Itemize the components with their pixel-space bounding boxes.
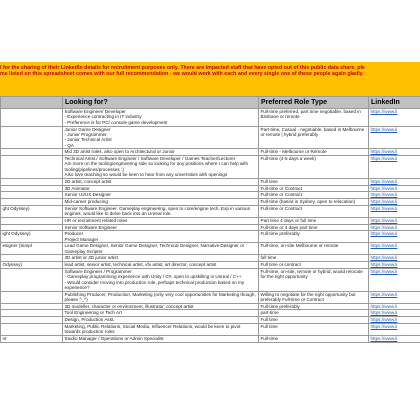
- table-row: [1, 310, 420, 317]
- table-row: [1, 192, 420, 199]
- preferred-role-cell: Full-time or Contract: [259, 185, 369, 192]
- looking-for-cell: Marketing, Public Relations, Social Media, Influencer Relations, would be keen to pivot towards production roles: [63, 323, 259, 335]
- linkedin-link[interactable]: https://www.li: [369, 185, 420, 192]
- looking-for-cell: Mid-career producing: [63, 199, 259, 206]
- linkedin-link[interactable]: https://www.li: [369, 178, 420, 185]
- preferred-role-cell: Full-time, on-site Melbourne or remote: [259, 243, 369, 255]
- linkedin-link[interactable]: https://www.li: [369, 335, 420, 342]
- preferred-role-cell: Full-time (based in Sydney, open to relocation): [259, 199, 369, 206]
- recruitment-table: [0, 96, 420, 343]
- preferred-role-cell: Full time: [259, 317, 369, 324]
- preferred-role-cell: Full-time preferred, part time negotiable, based in Brisbane or remote: [259, 109, 369, 127]
- column-header-looking-for: Looking for?: [63, 97, 259, 109]
- linkedin-link[interactable]: https://www.li: [369, 255, 420, 262]
- linkedin-link[interactable]: https://www.li: [369, 109, 420, 127]
- preferred-role-cell: Full-time preferably: [259, 303, 369, 310]
- name-cell: Odyssey): [1, 262, 63, 269]
- name-cell: [1, 317, 63, 324]
- preferred-role-cell: full time: [259, 255, 369, 262]
- linkedin-link[interactable]: https://www.li: [369, 224, 420, 231]
- table-row: [1, 323, 420, 335]
- name-cell: [1, 149, 63, 156]
- name-cell: [1, 303, 63, 310]
- linkedin-link[interactable]: https://www.li: [369, 149, 420, 156]
- table-row: [1, 303, 420, 310]
- name-cell: [1, 224, 63, 231]
- column-header-name: [1, 97, 63, 109]
- linkedin-link[interactable]: https://www.li: [369, 199, 420, 206]
- looking-for-cell: Publishing Producer, Production, Marketing (only very cool opportunities for Marketing though, please ^_^): [63, 291, 259, 303]
- table-row: [1, 243, 420, 255]
- name-cell: ight Odyssey): [1, 231, 63, 243]
- looking-for-cell: HR or recruitment related roles: [63, 217, 259, 224]
- looking-for-cell: Senior UI/UX Designer: [63, 192, 259, 199]
- looking-for-cell: Tool Engineering or Tech Art: [63, 310, 259, 317]
- table-row: [1, 126, 420, 149]
- preferred-role-cell: Part-time, Casual - negotiable, based in Melbourne or remote | hybrid preferably: [259, 126, 369, 149]
- name-cell: [1, 291, 63, 303]
- preferred-role-cell: Full time or contract: [259, 262, 369, 269]
- name-cell: [1, 199, 63, 206]
- table-row: [1, 291, 420, 303]
- table-row: [1, 268, 420, 291]
- linkedin-link[interactable]: https://www.li: [369, 126, 420, 149]
- table-row: [1, 156, 420, 179]
- table-row: [1, 335, 420, 342]
- name-cell: [1, 156, 63, 179]
- looking-for-cell: Senior Software Engineer: [63, 224, 259, 231]
- preferred-role-cell: Full time: [259, 323, 369, 335]
- notice-line-1: l for the sharing of their LinkedIn details for recruitment purposes only. There are impacted staff that have opted out of this public data share, ple: [0, 65, 365, 71]
- name-cell: [1, 268, 63, 291]
- name-cell: [1, 192, 63, 199]
- linkedin-link[interactable]: https://www.li: [369, 303, 420, 310]
- table-row: [1, 109, 420, 127]
- looking-for-cell: Software Engineer / Programmer - Gameplay programming experience with Unity / C#, open to upskilling in Unreal / C++ - Would consider moving into production role, perhaps technical production based on my experience?: [63, 268, 259, 291]
- name-cell: [1, 109, 63, 127]
- linkedin-link[interactable]: https://www.li: [369, 192, 420, 199]
- name-cell: [1, 217, 63, 224]
- looking-for-cell: Producer Project Manager: [63, 231, 259, 243]
- name-cell: nt: [1, 335, 63, 342]
- table-row: [1, 224, 420, 231]
- table-row: [1, 149, 420, 156]
- looking-for-cell: Mid 3D artist roles, also open to Architectural or Junior: [63, 149, 259, 156]
- preferred-role-cell: Willing to negotiate for the right opportunity but preferably Full-time or Contract: [259, 291, 369, 303]
- name-cell: [1, 178, 63, 185]
- preferred-role-cell: Full time: [259, 178, 369, 185]
- name-cell: [1, 185, 63, 192]
- name-cell: ght Odyssey): [1, 205, 63, 217]
- looking-for-cell: 3D Animator: [63, 185, 259, 192]
- linkedin-link[interactable]: https://www.li: [369, 205, 420, 217]
- linkedin-link[interactable]: https://www.li: [369, 217, 420, 224]
- linkedin-link[interactable]: https://www.li: [369, 243, 420, 255]
- table-row: [1, 178, 420, 185]
- table-row: [1, 205, 420, 217]
- linkedin-link[interactable]: https://www.li: [369, 317, 420, 324]
- looking-for-cell: Software Engineer/ Developer - Experience contracting in IT industry - Preference is for PC/ console game development: [63, 109, 259, 127]
- linkedin-link[interactable]: https://www.li: [369, 291, 420, 303]
- looking-for-cell: 2D artist, concept artist: [63, 178, 259, 185]
- notice-line-2: me listed on this spreadsheet comes with our full recommendation - we would work with each and every single one of these people again gladly.: [0, 71, 364, 78]
- table-row: [1, 231, 420, 243]
- linkedin-link[interactable]: https://www.li: [369, 268, 420, 291]
- table-row: [1, 185, 420, 192]
- table-row: [1, 255, 420, 262]
- preferred-role-cell: Full-time or Contract: [259, 205, 369, 217]
- linkedin-link[interactable]: https://www.li: [369, 156, 420, 179]
- name-cell: [1, 255, 63, 262]
- preferred-role-cell: Full-time: [259, 335, 369, 342]
- preferred-role-cell: part-time: [259, 310, 369, 317]
- table-row: [1, 217, 420, 224]
- name-cell: esigner (Simpl: [1, 243, 63, 255]
- looking-for-cell: lead artist, senior artist, technical artist, vfx artist, art director, concept artist: [63, 262, 259, 269]
- preferred-role-cell: Full-time or 4 days part time: [259, 224, 369, 231]
- column-header-preferred-role-type: Preferred Role Type: [259, 97, 369, 109]
- preferred-role-cell: Full-time (4-5 days a week): [259, 156, 369, 179]
- preferred-role-cell: Full-time, on-site, remote or hybrid; would relocate for the right opportunity: [259, 268, 369, 291]
- name-cell: [1, 323, 63, 335]
- looking-for-cell: Studio Manager / Operations or Admin Specialist: [63, 335, 259, 342]
- header-row: [1, 97, 420, 109]
- linkedin-link[interactable]: https://www.li: [369, 323, 420, 335]
- table-row: [1, 199, 420, 206]
- name-cell: [1, 310, 63, 317]
- opt-in-notice-banner: [0, 62, 420, 96]
- looking-for-cell: 3D artist or 3D junior artist: [63, 255, 259, 262]
- looking-for-cell: 3D modeller, character or environment, illustrator, concept artist: [63, 303, 259, 310]
- looking-for-cell: Design, Production Asst.: [63, 317, 259, 324]
- linkedin-link[interactable]: https://www.li: [369, 262, 420, 269]
- linkedin-link[interactable]: https://www.li: [369, 310, 420, 317]
- linkedin-link[interactable]: https://www.li: [369, 231, 420, 243]
- table-row: [1, 262, 420, 269]
- looking-for-cell: Senior Software Engineer. Gameplay engineering, open to core/engine tech. Exp in various engines, would like to delve back into an Unreal role.: [63, 205, 259, 217]
- preferred-role-cell: Part time 4 days or full time: [259, 217, 369, 224]
- column-header-linkedin: LinkedIn: [369, 97, 420, 109]
- preferred-role-cell: Full-time or Contract: [259, 192, 369, 199]
- looking-for-cell: Lead Game Designer, Senior Game Designer, Technical Designer, Narrative Designer or Gameplay Scripter: [63, 243, 259, 255]
- preferred-role-cell: Full-time preferably: [259, 231, 369, 243]
- looking-for-cell: Junior Game Designer - Junior Programmer - Junior Technical Artist - QA: [63, 126, 259, 149]
- table-row: [1, 317, 420, 324]
- preferred-role-cell: Full-time - Melbourne or Remote: [259, 149, 369, 156]
- table-body: [1, 109, 420, 343]
- name-cell: [1, 126, 63, 149]
- looking-for-cell: Technical Artist / Software Engineer / Software Developer / Games Teacher/Lecturer Am more on the tooling/engineering side so looking for any positions where I can help with tooling/pipelines/processes :) Also love teaching so would be keen to hear from any universities with openings: [63, 156, 259, 179]
